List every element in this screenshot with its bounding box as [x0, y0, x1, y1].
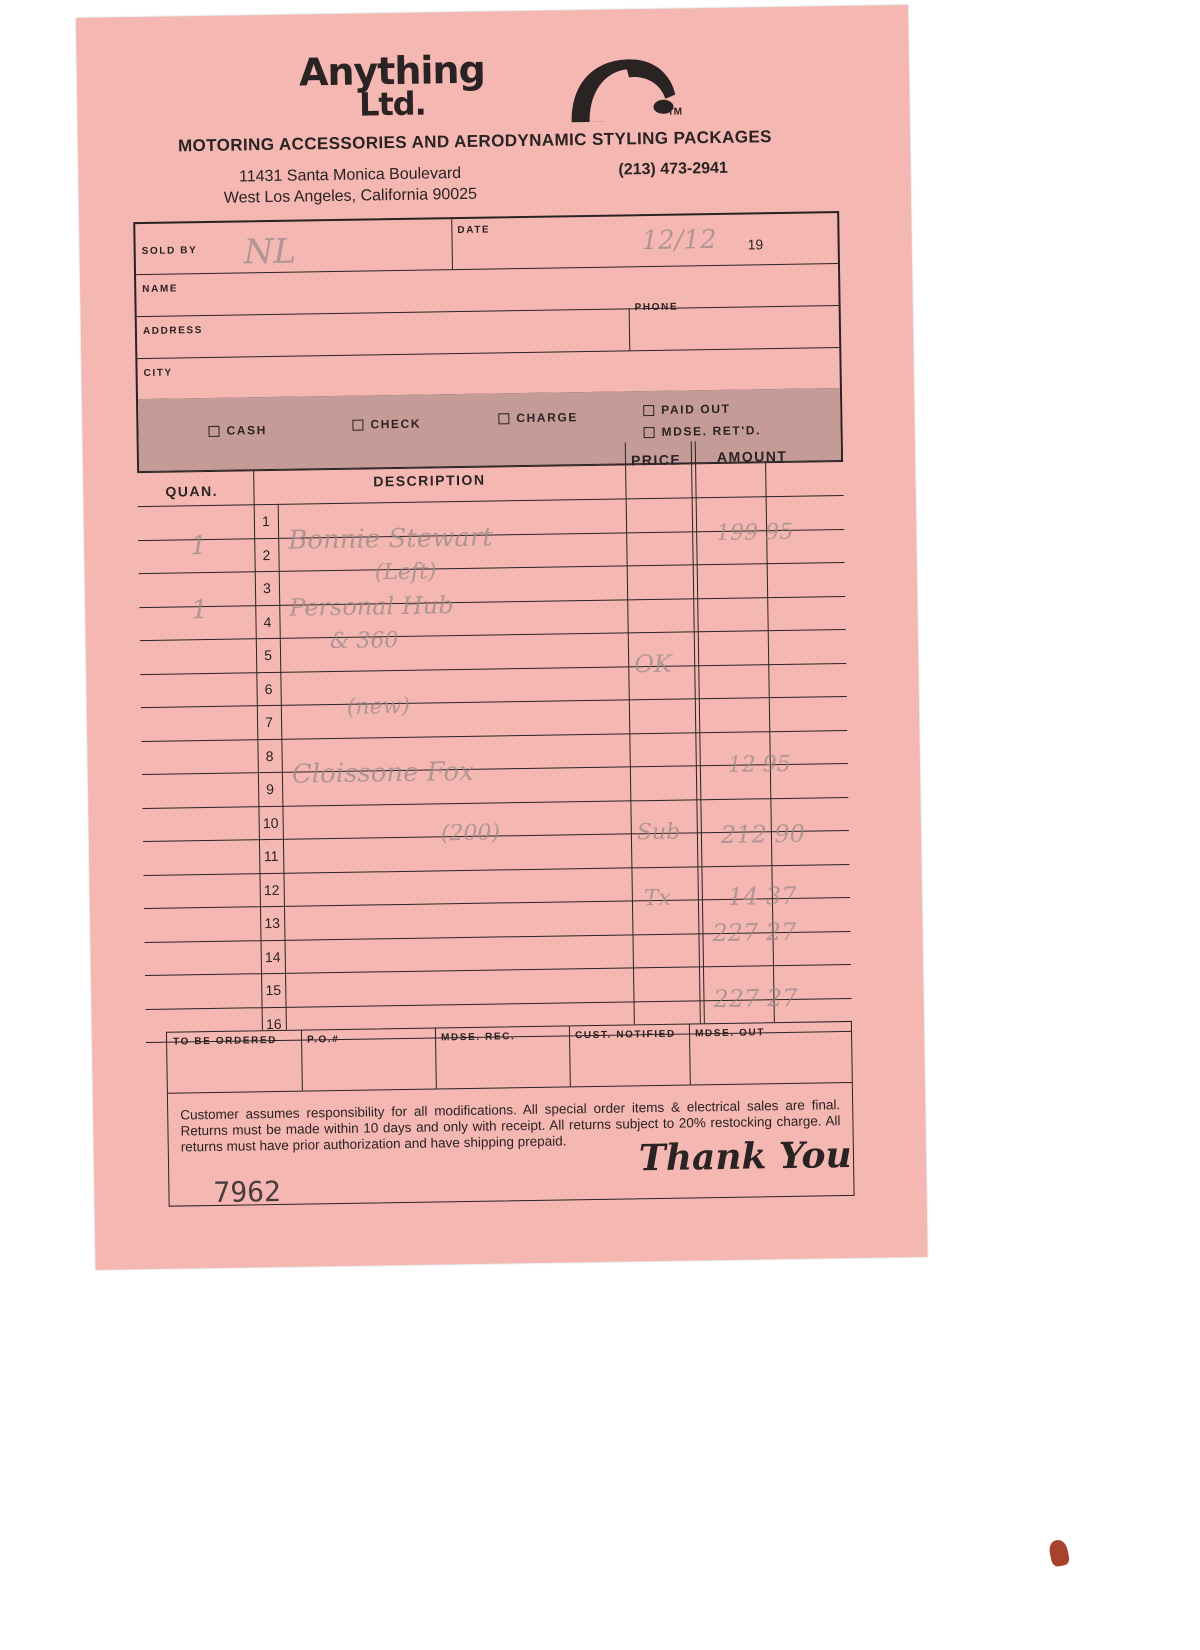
table-row [141, 696, 847, 708]
row-number: 14 [264, 948, 281, 965]
customer-info-box [133, 211, 843, 472]
table-row [141, 729, 847, 741]
row-number: 11 [263, 847, 279, 865]
brand-name: Anything [298, 47, 486, 95]
row-11-description: (200) [440, 820, 501, 847]
checkbox-icon [643, 404, 654, 415]
row-3-description: (Left) [374, 559, 437, 586]
row-number: 16 [265, 1015, 282, 1032]
row-13-price: Tx [643, 885, 672, 912]
tagline: MOTORING ACCESSORIES AND AERODYNAMIC STYLING PACKAGES [177, 127, 772, 156]
store-phone: (213) 473-2941 [618, 159, 728, 179]
to-be-ordered-label: TO BE ORDERED [173, 1034, 278, 1048]
row-5-description: & 360 [329, 628, 399, 655]
row-11-amount: 212 90 [720, 819, 806, 849]
row-number: 10 [262, 814, 279, 831]
city-label: CITY [143, 367, 173, 379]
checkbox-icon [352, 419, 363, 430]
ink-stain [1047, 1538, 1070, 1567]
line-items-table [137, 447, 852, 1032]
cash-checkbox[interactable]: CASH [208, 423, 267, 438]
row-number: 15 [265, 981, 282, 999]
row-number: 9 [266, 780, 275, 798]
row-number: 6 [264, 680, 273, 697]
table-row [140, 662, 846, 674]
row-number: 2 [262, 546, 271, 563]
thank-you-script: Thank You [638, 1133, 852, 1180]
checkbox-icon [208, 425, 219, 436]
row-14-amount: 227 27 [712, 917, 797, 948]
row-number: 3 [262, 580, 271, 597]
address-line-1: 11431 Santa Monica Boulevard [238, 164, 462, 186]
row-13-amount: 14 37 [727, 881, 797, 911]
row-9-amount: 12 95 [727, 751, 791, 778]
quantity-column-header: QUAN. [165, 482, 219, 500]
sold-by-label: SOLD BY [141, 245, 198, 257]
row-number: 4 [263, 613, 272, 630]
address-line-2: West Los Angeles, California 90025 [223, 185, 478, 207]
brand-wordmark [282, 47, 503, 124]
row-11-price: Sub [636, 819, 681, 846]
sold-by-handwriting: NL [243, 231, 297, 273]
mdse-out-label: MDSE. OUT [694, 1027, 766, 1040]
row-number: 8 [265, 747, 274, 764]
charge-checkbox[interactable]: CHARGE [498, 410, 578, 425]
table-row [145, 964, 851, 976]
amount-column-header: AMOUNT [716, 447, 788, 465]
row-number: 13 [264, 914, 281, 932]
row-16-amount: 227 27 [713, 983, 798, 1014]
row-2-quantity: 1 [190, 531, 208, 562]
row-number: 1 [261, 513, 270, 530]
row-6-price: OK [634, 649, 673, 679]
row-4-description: Personal Hub [289, 591, 454, 622]
customer-notified-label: CUST. NOTIFIED [574, 1028, 676, 1042]
row-7-description: (new) [346, 693, 411, 720]
table-row [139, 595, 845, 607]
po-number-label: P.O.# [306, 1033, 340, 1046]
row-2-description: Bonnie Stewart [288, 522, 493, 556]
mdse-received-label: MDSE. REC. [440, 1031, 516, 1044]
receipt-sheet [76, 5, 928, 1270]
table-row [143, 863, 849, 875]
row-number: 12 [263, 881, 280, 898]
address-label: ADDRESS [142, 325, 204, 337]
price-column-header: PRICE [630, 451, 682, 469]
table-row [140, 629, 846, 641]
check-checkbox[interactable]: CHECK [352, 417, 421, 432]
row-number: 5 [263, 647, 273, 664]
date-year-prefix: 19 [747, 236, 764, 253]
date-label: DATE [457, 224, 491, 237]
date-handwriting: 12/12 [641, 224, 717, 257]
table-row [142, 796, 848, 808]
trademark-mark: TM [667, 106, 683, 118]
name-label: NAME [142, 283, 179, 295]
car-tire-logo-icon [567, 55, 683, 125]
checkbox-icon [643, 426, 654, 437]
description-column-header: DESCRIPTION [373, 471, 486, 490]
row-4-quantity: 1 [191, 595, 209, 626]
row-2-amount: 199 95 [715, 519, 794, 547]
brand-suffix: Ltd. [358, 84, 427, 124]
table-row [139, 562, 845, 574]
row-9-description: Cloissone Fox [291, 756, 474, 790]
terms-and-conditions: Customer assumes responsibility for all modifications. All special order items & electrical sales are final. Returns must be made within 10 days and only with receipt. All returns subject to 20% restocking charge. All returns must have prior authorization and have shipping prepaid. [180, 1097, 841, 1155]
checkbox-icon [498, 413, 509, 424]
store-address [223, 163, 477, 209]
row-number: 7 [265, 713, 274, 731]
phone-label: PHONE [634, 301, 679, 314]
order-tracking-box [166, 1021, 855, 1207]
receipt-serial-number: 7962 [213, 1174, 282, 1209]
mdse-returned-checkbox[interactable]: MDSE. RET'D. [643, 423, 761, 439]
paid-out-checkbox[interactable]: PAID OUT [643, 402, 730, 417]
